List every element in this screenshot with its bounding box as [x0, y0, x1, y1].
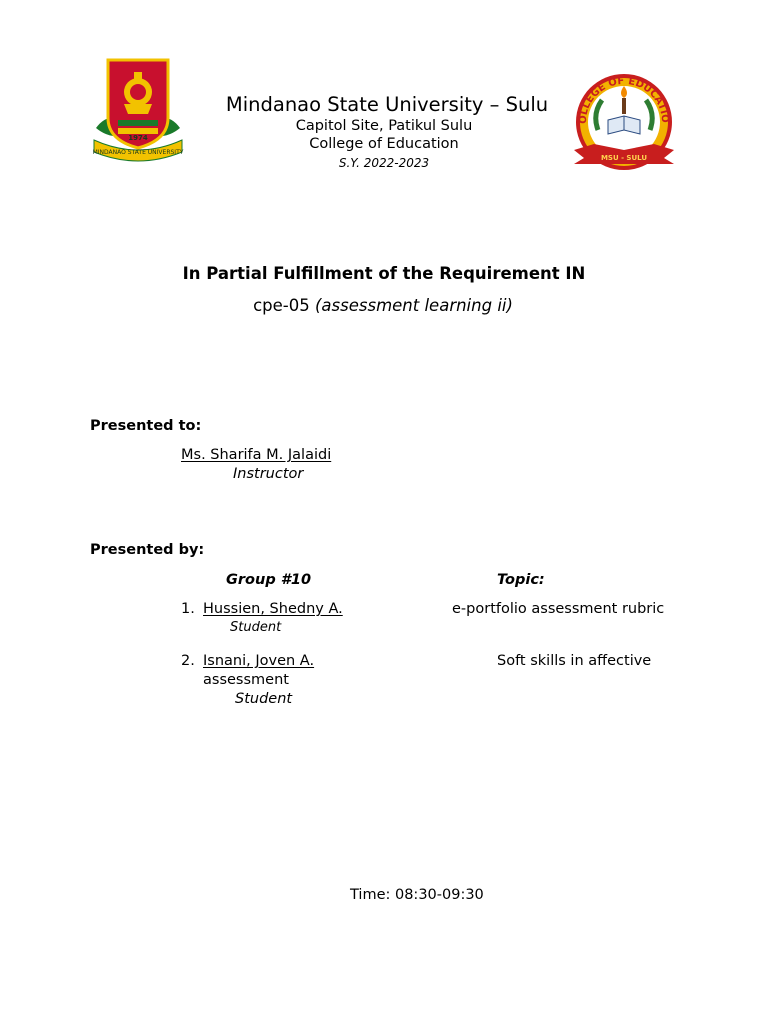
- member-role: Student: [235, 691, 293, 707]
- course-code: cpe-05: [253, 296, 310, 315]
- presentation-time: Time: 08:30-09:30: [350, 887, 484, 903]
- member-role: Student: [230, 620, 282, 635]
- member-number: 2.: [181, 653, 195, 669]
- fulfillment-heading: In Partial Fulfillment of the Requirement IN: [182, 264, 586, 283]
- university-name: Mindanao State University – Sulu: [225, 93, 549, 116]
- member-topic: Soft skills in affective: [497, 653, 652, 669]
- group-heading: Group #10: [226, 572, 312, 588]
- member-number: 1.: [181, 601, 195, 617]
- member-name: Isnani, Joven A.: [203, 653, 315, 669]
- presented-by-label: Presented by:: [90, 542, 205, 558]
- university-address: Capitol Site, Patikul Sulu: [295, 118, 473, 134]
- instructor-role: Instructor: [233, 466, 304, 482]
- svg-text:MINDANAO STATE UNIVERSITY: MINDANAO STATE UNIVERSITY: [92, 149, 184, 156]
- course-name: (assessment learning ii): [314, 296, 513, 315]
- topic-heading: Topic:: [497, 572, 545, 588]
- svg-text:1974: 1974: [128, 134, 148, 142]
- school-year: S.Y. 2022-2023: [338, 156, 430, 170]
- presented-to-label: Presented to:: [90, 418, 202, 434]
- svg-text:COLLEGE OF EDUCATION: OLLEGE OF EDUCATIO: [577, 75, 671, 125]
- svg-text:MSU - SULU: MSU - SULU: [600, 154, 648, 162]
- college-name: College of Education: [309, 136, 459, 152]
- member-name: Hussien, Shedny A.: [203, 601, 343, 617]
- course-title: [0, 296, 766, 315]
- member-topic-continued: assessment: [203, 672, 289, 688]
- member-topic: e-portfolio assessment rubric: [452, 601, 665, 617]
- instructor-name: Ms. Sharifa M. Jalaidi: [181, 447, 332, 463]
